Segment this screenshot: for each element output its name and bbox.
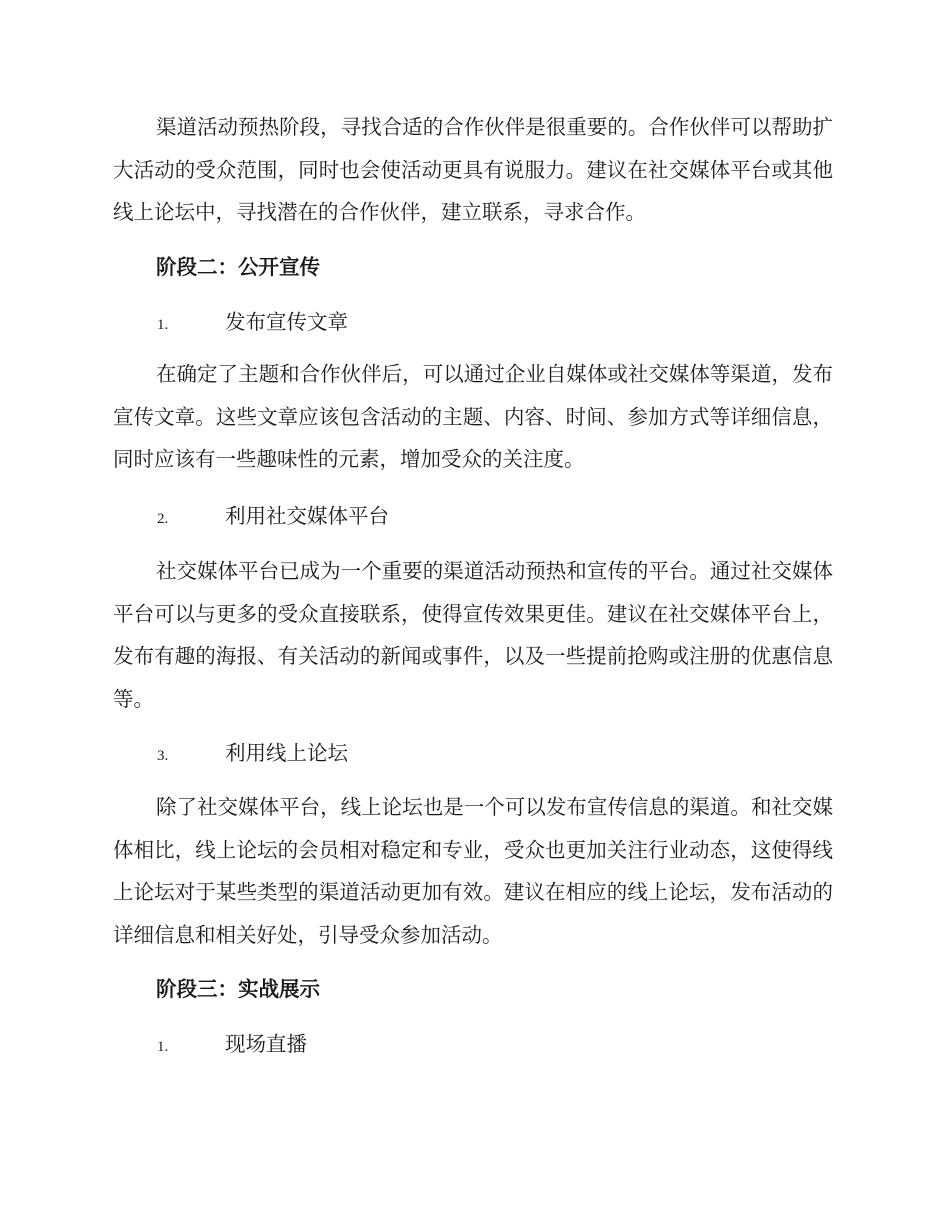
list-item-title: 现场直播 — [225, 1032, 307, 1056]
stage2-item-3-body: 除了社交媒体平台，线上论坛也是一个可以发布宣传信息的渠道。和社交媒体相比，线上论坛的会员相对稳定和专业，受众也更加关注行业动态，这使得线上论坛对于某些类型的渠道活动更加有效。建议在相应的线上论坛，发布活动的详细信息和相关好处，引导受众参加活动。 — [113, 795, 833, 947]
stage3-heading: 阶段三：实战展示 — [156, 977, 320, 1001]
list-item-title: 利用社交媒体平台 — [225, 504, 389, 528]
list-number: 1. — [157, 317, 169, 333]
stage2-item-1 — [157, 308, 348, 339]
stage2-item-2 — [157, 502, 389, 533]
list-number: 3. — [157, 748, 169, 764]
list-item-title: 利用线上论坛 — [225, 741, 348, 765]
list-item-title: 发布宣传文章 — [225, 310, 348, 334]
stage2-item-2-body: 社交媒体平台已成为一个重要的渠道活动预热和宣传的平台。通过社交媒体平台可以与更多的受众直接联系，使得宣传效果更佳。建议在社交媒体平台上，发布有趣的海报、有关活动的新闻或事件，以及一些提前抢购或注册的优惠信息等。 — [113, 559, 833, 711]
stage3-item-1 — [157, 1030, 307, 1061]
list-number: 2. — [157, 511, 169, 527]
stage2-item-1-body: 在确定了主题和合作伙伴后，可以通过企业自媒体或社交媒体等渠道，发布宣传文章。这些文章应该包含活动的主题、内容、时间、参加方式等详细信息，同时应该有一些趣味性的元素，增加受众的关注度。 — [113, 362, 833, 471]
stage2-item-3 — [157, 739, 348, 770]
intro-paragraph: 渠道活动预热阶段，寻找合适的合作伙伴是很重要的。合作伙伴可以帮助扩大活动的受众范围，同时也会使活动更具有说服力。建议在社交媒体平台或其他线上论坛中，寻找潜在的合作伙伴，建立联系，寻求合作。 — [113, 115, 833, 224]
stage2-heading: 阶段二：公开宣传 — [156, 255, 320, 279]
list-number: 1. — [157, 1039, 169, 1055]
